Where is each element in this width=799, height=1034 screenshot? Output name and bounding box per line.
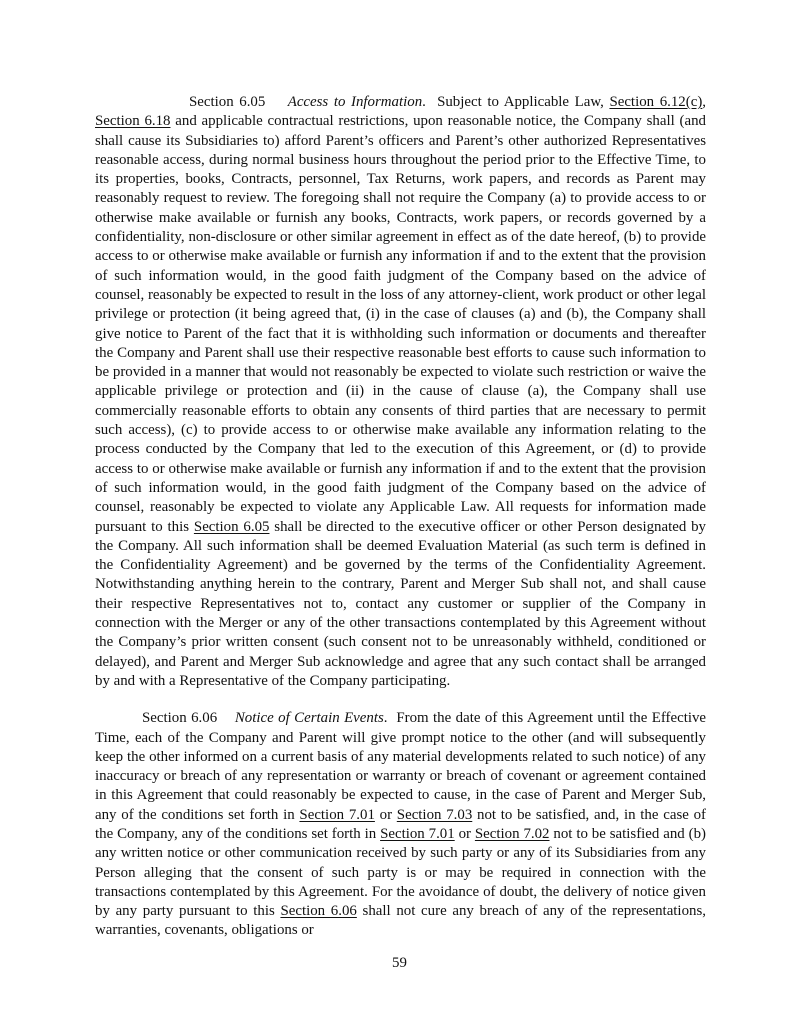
cross-reference-link[interactable]: Section 7.03 [396,806,473,823]
page-number: 59 [392,955,407,971]
section-text: shall be directed to the executive officer or other Person designated by the Company. All such information shall be deemed Evaluation Material (as such term is defined in the Confidentiality Agreement) and be governed by the terms of the Confidentiality Agreement. Notwithstanding anything herein to the contrary, Parent and Merger Sub shall not, and shall cause their respective Representatives not to, contact any customer or supplier of the Company in connection with the Merger or any of the other transactions contemplated by this Agreement without the Company’s prior written consent (such consent not to be unreasonably withheld, conditioned or delayed), and Parent and Merger Sub acknowledge and agree that any such contact shall be arranged by and with a Representative of the Company participating. [95,518,706,689]
cross-reference-link[interactable]: Section 7.01 [299,806,375,823]
section-text: not to be satisfied, and, in the case of the Company, any of the conditions set forth in [95,806,706,842]
section-text: or [454,825,475,842]
section-text: Subject to Applicable Law, [437,94,610,110]
cross-reference-link[interactable]: Section 7.01 [380,825,455,842]
section-heading: Notice of Certain Events [234,710,384,727]
cross-reference-link[interactable]: Section 6.06 [280,903,357,920]
section-number: Section 6.05 [189,94,266,110]
section-6-06-paragraph: Section 6.06 Notice of Certain Events. From the date of this Agreement until the Effective Time, each of the Company and Parent will give prompt notice to the other (and will subsequently keep the other informed on a current basis of any material developments related to such notice) of any inaccuracy or breach of any representation or warranty or breach of covenant or agreement contained in this Agreement that could reasonably be expected to cause, in the case of Parent and Merger Sub, any of the conditions set forth in Section 7.01 or Section 7.03 not to be satisfied, and, in the case of the Company, any of the conditions set forth in Section 7.01 or Section 7.02 not to be satisfied and (b) any written notice or other communication received by such party or any of its Subsidiaries from any Person alleging that the consent of such party is or may be required in connection with the transactions contemplated by this Agreement. For the avoidance of doubt, the delivery of notice given by any party pursuant to this Section 6.06 shall not cure any breach of any of the representations, warranties, covenants, obligations or [95,710,707,939]
section-text: and applicable contractual restrictions, upon reasonable notice, the Company shall (and shall cause its Subsidiaries to) afford Parent’s officers and Parent’s other authorized Representatives reasonable access, during normal business hours throughout the period prior to the Effective Time, to its properties, books, Contracts, personnel, Tax Returns, work papers, and records as Parent may reasonably request to review. The foregoing shall not require the Company (a) to provide access to or otherwise make available or furnish any books, Contracts, work papers, or records governed by a confidentiality, non-disclosure or other similar agreement in effect as of the date hereof, (b) to provide access to or otherwise make available or furnish any information if and to the extent that the provision of such information would, in the good faith judgment of the Company based on the advice of counsel, reasonably be expected to result in the loss of any attorney-client, work product or other legal privilege or protection (it being agreed that, (i) in the case of clauses (a) and (b), the Company shall give notice to Parent of the fact that it is withholding such information or documents and thereafter the Company and Parent shall use their respective reasonable best efforts to cause such information to be provided in a manner that would not reasonably be expected to violate such restriction or waive the applicable privilege or protection and (ii) in the cause of clause (a), the Company shall use commercially reasonable efforts to obtain any consents of third parties that are necessary to permit such access), (c) to provide access to or otherwise make available any information relating to the process conducted by the Company that led to the execution of this Agreement, or (d) to provide access to or otherwise make available or furnish any information if and to the extent that the provision of such information would, in the good faith judgment of the Company based on the advice of counsel, reasonably be expected to violate any Applicable Law. All requests for information made pursuant to this [95,113,706,535]
cross-reference-link[interactable]: Section 6.12(c) [609,94,703,110]
cross-reference-link[interactable]: Section 7.02 [474,825,550,842]
section-text: or [374,806,397,823]
section-text: not to be satisfied and (b) any written notice or other communication received by such party or any of its Subsidiaries from any Person alleging that the consent of such party is or may be required in connection with the transactions contemplated by this Agreement. For the avoidance of doubt, the delivery of notice given by any party pursuant to this [95,825,707,920]
body-text [95,93,706,941]
section-6-05-paragraph: Section 6.05 Access to Information. Subject to Applicable Law, Section 6.12(c), Section 6.18 and applicable contractual restrictions, upon reasonable notice, the Company shall (and shall cause its Subsidiaries to) afford Parent’s officers and Parent’s other authorized Representatives reasonable access, during normal business hours throughout the period prior to the Effective Time, to its properties, books, Contracts, personnel, Tax Returns, work papers, and records as Parent may reasonably request to review. The foregoing shall not require the Company (a) to provide access to or otherwise make available or furnish any books, Contracts, work papers, or records governed by a confidentiality, non-disclosure or other similar agreement in effect as of the date hereof, (b) to provide access to or otherwise make available or furnish any information if and to the extent that the provision of such information would, in the good faith judgment of the Company based on the advice of counsel, reasonably be expected to result in the loss of any attorney-client, work product or other legal privilege or protection (it being agreed that, (i) in the case of clauses (a) and (b), the Company shall give notice to Parent of the fact that it is withholding such information or documents and thereafter the Company and Parent shall use their respective reasonable best efforts to cause such information to be provided in a manner that would not reasonably be expected to violate such restriction or waive the applicable privilege or protection and (ii) in the cause of clause (a), the Company shall use commercially reasonable efforts to obtain any consents of third parties that are necessary to permit such access), (c) to provide access to or otherwise make available any information relating to the process conducted by the Company that led to the execution of this Agreement, or (d) to provide access to or otherwise make available or furnish any information if and to the extent that the provision of such information would, in the good faith judgment of the Company based on the advice of counsel, reasonably be expected to violate any Applicable Law. All requests for information made pursuant to this Section 6.05 shall be directed to the executive officer or other Person designated by the Company. All such information shall be deemed Evaluation Material (as such term is defined in the Confidentiality Agreement) and be governed by the terms of the Confidentiality Agreement. Notwithstanding anything herein to the contrary, Parent and Merger Sub shall not, and shall cause their respective Representatives not to, contact any customer or supplier of the Company in connection with the Merger or any of the other transactions contemplated by this Agreement without the Company’s prior written consent (such consent not to be unreasonably withheld, conditioned or delayed), and Parent and Merger Sub acknowledge and agree that any such contact shall be arranged by and with a Representative of the Company participating. [95,94,707,689]
section-text: , [702,94,707,110]
section-text: From the date of this Agreement until the Effective Time, each of the Company and Parent will give prompt notice to the other (and will subsequently keep the other informed on a current basis of any material developments related to such notice) of any inaccuracy or breach of any representation or warranty or breach of covenant or agreement contained in this Agreement that could reasonably be expected to cause, in the case of Parent and Merger Sub, any of the conditions set forth in [95,710,707,823]
cross-reference-link[interactable]: Section 6.18 [95,113,171,130]
section-text: shall not cure any breach of any of the representations, warranties, covenants, obligations or [95,903,706,939]
cross-reference-link[interactable]: Section 6.05 [193,518,270,535]
section-number: Section 6.06 [142,710,218,727]
section-heading: Access to Information [287,94,423,110]
